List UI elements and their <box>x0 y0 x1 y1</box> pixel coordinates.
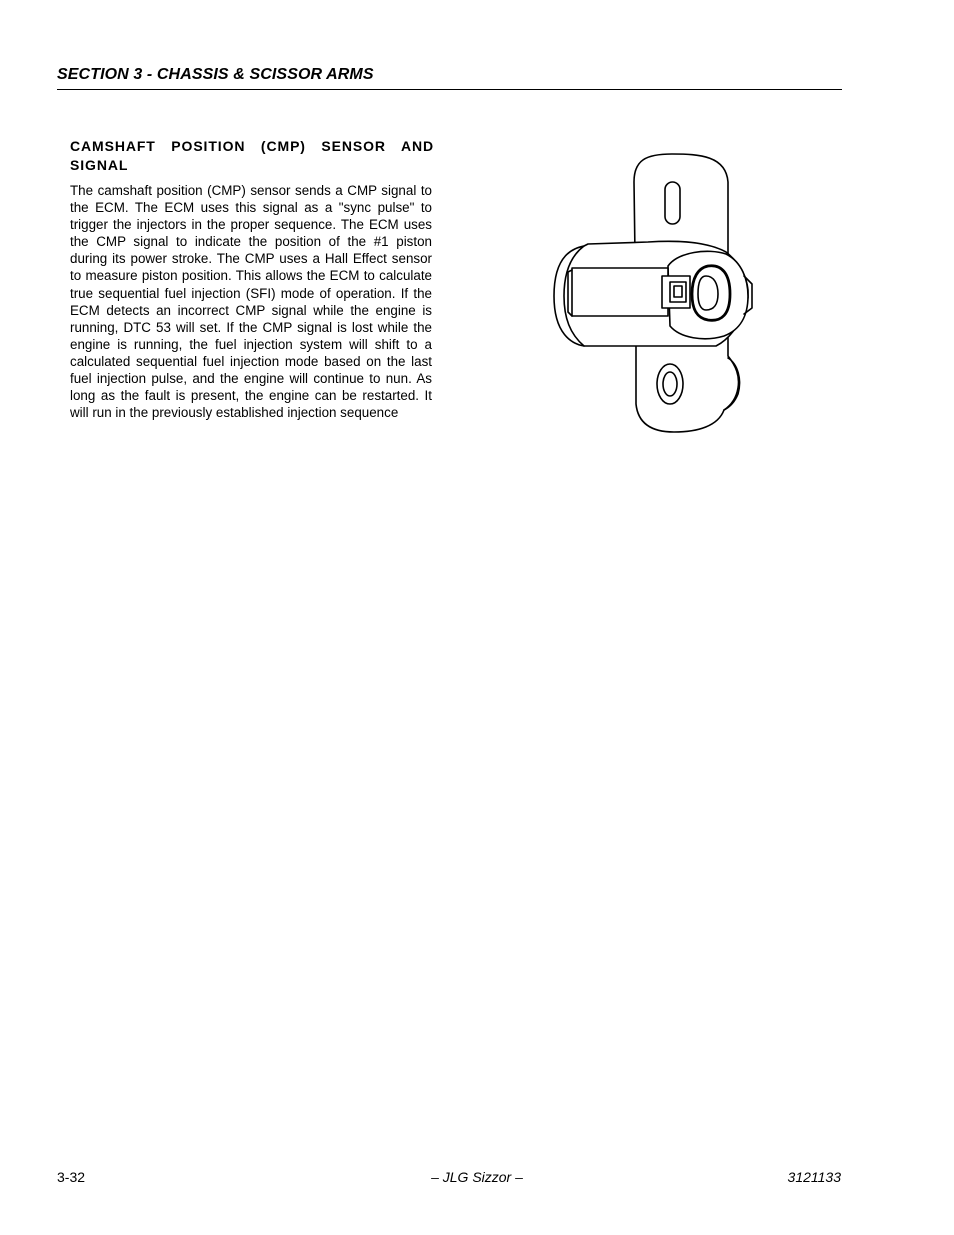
body-paragraph: The camshaft position (CMP) sensor sends a CMP signal to the ECM. The ECM uses this signal as a "sync pulse" to trigger the injectors in the proper sequence. The ECM uses the CMP signal to indicate the position of the #1 piston during its power stroke. The CMP uses a Hall Effect sensor to measure piston position. This allows the ECM to calculate true sequential fuel injection (SFI) mode of operation. If the ECM detects an incorrect CMP signal while the engine is running, DTC 53 will set. If the CMP signal is lost while the engine is running, the fuel injection system will shift to a calculated sequential fuel injection mode based on the last fuel injection pulse, and the engine will continue to nun. As long as the fault is present, the engine can be restarted. It will run in the previously established injection sequence <box>70 183 432 421</box>
header-divider <box>57 89 842 90</box>
footer-title: – JLG Sizzor – <box>431 1169 523 1185</box>
document-number: 3121133 <box>787 1169 841 1185</box>
section-title: SECTION 3 - CHASSIS & SCISSOR ARMS <box>57 66 374 83</box>
section-heading: CAMSHAFT POSITION (CMP) SENSOR AND SIGNAL <box>70 138 434 173</box>
page-number: 3-32 <box>57 1169 86 1185</box>
cmp-sensor-illustration <box>548 148 758 438</box>
